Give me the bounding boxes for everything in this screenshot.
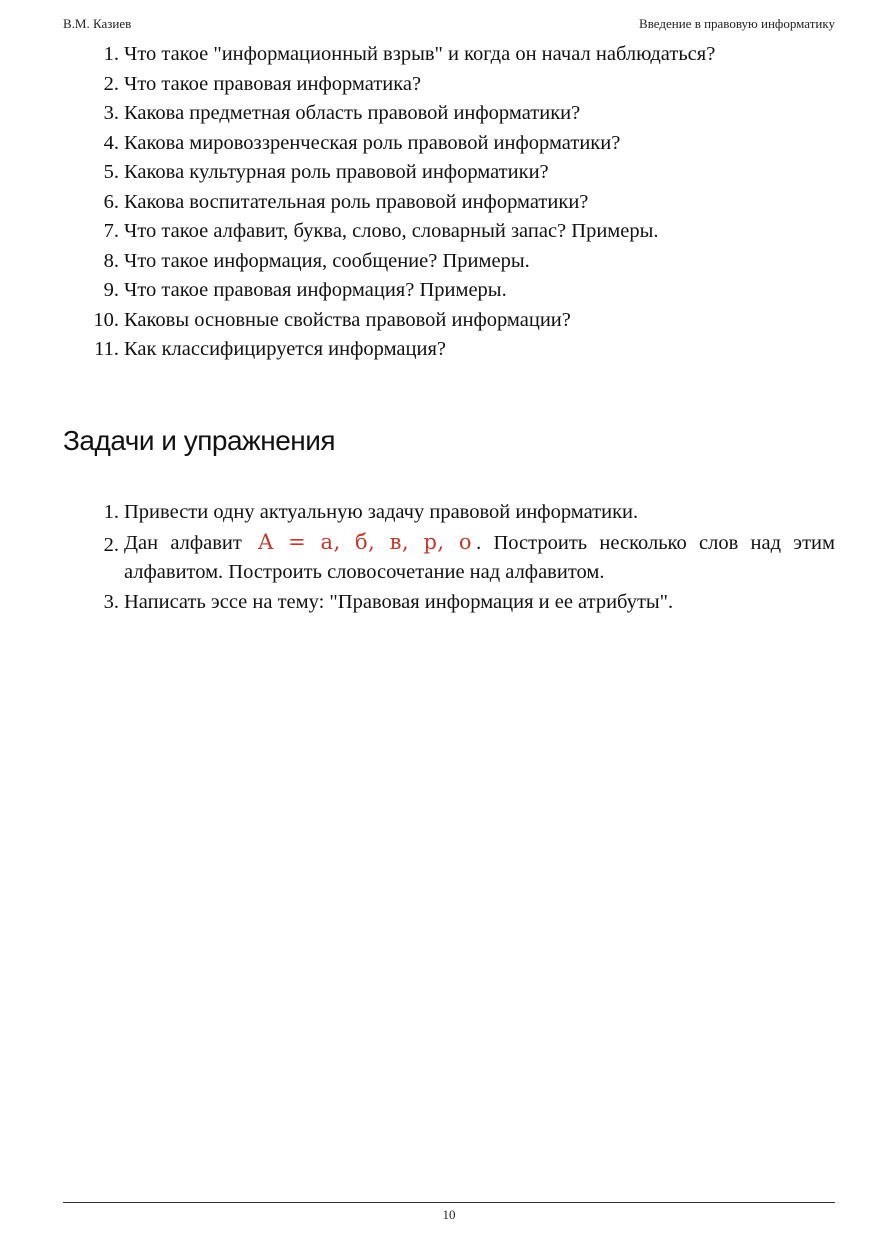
section-title: Задачи и упражнения — [63, 425, 336, 456]
question-item — [63, 188, 835, 218]
question-number: 9. — [103, 279, 119, 301]
question-item — [63, 217, 835, 247]
task-number: 3. — [103, 590, 119, 613]
question-item — [63, 158, 835, 188]
task-item — [63, 588, 835, 618]
question-number: 8. — [103, 249, 119, 272]
question-item — [63, 335, 835, 365]
task-text — [122, 528, 835, 588]
question-text: Какова культурная роль правовой информатики? — [124, 161, 549, 183]
question-text: Что такое правовая информатика? — [124, 72, 422, 95]
question-number: 4. — [103, 131, 119, 154]
task-number: 1. — [103, 501, 119, 523]
question-item — [63, 99, 835, 129]
alphabet-formula: A = а, б, в, р, о — [258, 529, 473, 554]
question-number: 7. — [103, 220, 119, 242]
question-item — [63, 306, 835, 336]
question-text: Каковы основные свойства правовой информации? — [124, 308, 571, 331]
task-item — [63, 498, 835, 528]
question-text: Какова мировоззренческая роль правовой информатики? — [124, 131, 621, 154]
question-item — [63, 247, 835, 277]
question-number: 6. — [103, 190, 119, 213]
question-item — [63, 129, 835, 159]
question-text: Что такое информация, сообщение? Примеры. — [124, 249, 530, 272]
footer-rule — [63, 1202, 835, 1203]
question-number: 1. — [103, 43, 119, 65]
question-text: Какова предметная область правовой информатики? — [124, 102, 581, 124]
question-text: Как классифицируется информация? — [124, 338, 446, 360]
task-text: Привести одну актуальную задачу правовой информатики. — [124, 501, 639, 523]
question-item — [63, 276, 835, 306]
question-text: Что такое "информационный взрыв" и когда он начал наблюдаться? — [124, 43, 716, 65]
task-text: Написать эссе на тему: "Правовая информация и ее атрибуты". — [124, 590, 674, 613]
question-number: 3. — [103, 102, 119, 124]
question-text: Что такое алфавит, буква, слово, словарный запас? Примеры. — [124, 220, 659, 242]
question-item — [63, 40, 835, 70]
question-number: 10. — [93, 308, 119, 331]
page-number: 10 — [442, 1207, 456, 1222]
question-item — [63, 70, 835, 100]
question-text: Какова воспитательная роль правовой информатики? — [124, 190, 589, 213]
header-book-title: Введение в правовую информатику — [639, 16, 835, 31]
question-text: Что такое правовая информация? Примеры. — [124, 279, 507, 301]
question-number: 2. — [103, 72, 119, 95]
header-author: В.М. Казиев — [63, 16, 132, 31]
question-number: 11. — [94, 338, 119, 360]
task-item — [63, 528, 835, 588]
tasks-list — [63, 498, 835, 617]
question-number: 5. — [103, 161, 119, 183]
task-text-before: Дан алфавит — [124, 531, 242, 554]
questions-list — [63, 40, 835, 365]
page-header — [63, 16, 835, 32]
task-text-after: . Построить несколько слов над этим алфавитом. Построить словосочетание над алфавитом. — [124, 531, 835, 583]
task-number: 2. — [103, 533, 119, 556]
